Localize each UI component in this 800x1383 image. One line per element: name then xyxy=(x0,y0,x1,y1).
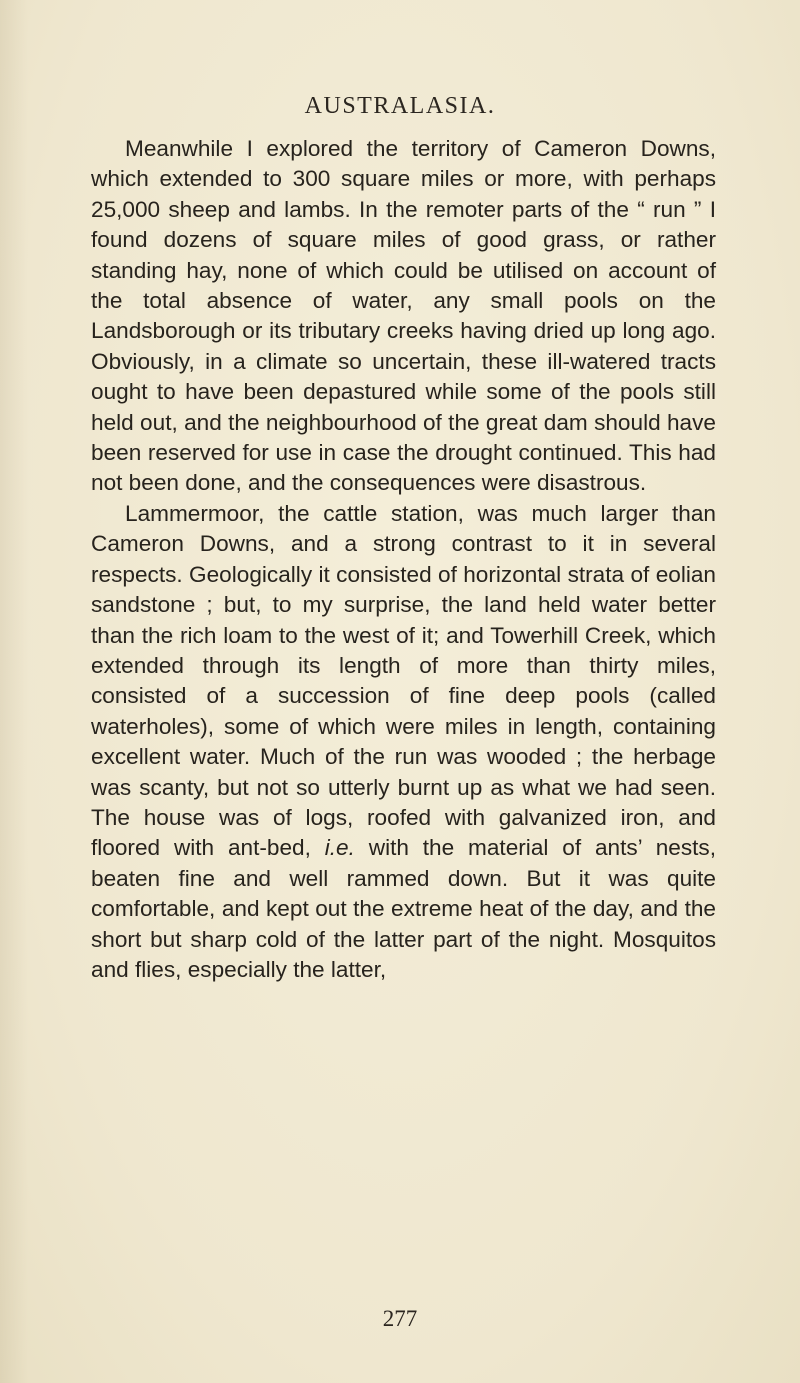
paragraph-2-italic-ie: i.e. xyxy=(324,835,355,861)
running-header: AUSTRALASIA. xyxy=(304,93,496,119)
paragraph-1: Meanwhile I explored the territory of Cameron Downs, which extended to 300 square miles or more, with perhaps 25,000 sheep and lambs. In the remoter parts of the “ run ” I found dozens of square miles of good grass, or rather standing hay, none of which could be utilised on account of the total absence of water, any small pools on the Landsborough or its tributary creeks having dried up long ago. Obviously, in a climate so uncertain, these ill-watered tracts ought to have been depastured while some of the pools still held out, and the neighbourhood of the great dam should have been reserved for use in case the drought continued. This had not been done, and the consequences were disastrous. xyxy=(91,136,716,496)
paragraph-2-text-end: with the material of ants’ nests, beaten fine and well rammed down. But it was quite comfortable, and kept out the extreme heat of the day, and the short but sharp cold of the latter part of the night. Mosquitos and flies, especially the latter, xyxy=(91,835,716,982)
body-text xyxy=(91,134,716,985)
paragraph-2 xyxy=(91,499,716,986)
page-number: 277 xyxy=(382,1306,418,1331)
paragraph-2-text-start: Lammermoor, the cattle station, was much larger than Cameron Downs, and a strong contrast to it in several respects. Geologically it consisted of horizontal strata of eolian sandstone ; but, to my surprise, the land held water better than the rich loam to the west of it; and Towerhill Creek, which extended through its length of more than thirty miles, consisted of a succession of fine deep pools (called waterholes), some of which were miles in length, containing excellent water. Much of the run was wooded ; the herbage was scanty, but not so utterly burnt up as what we had seen. The house was of logs, roofed with galvanized iron, and floored with ant-bed, xyxy=(91,500,716,861)
